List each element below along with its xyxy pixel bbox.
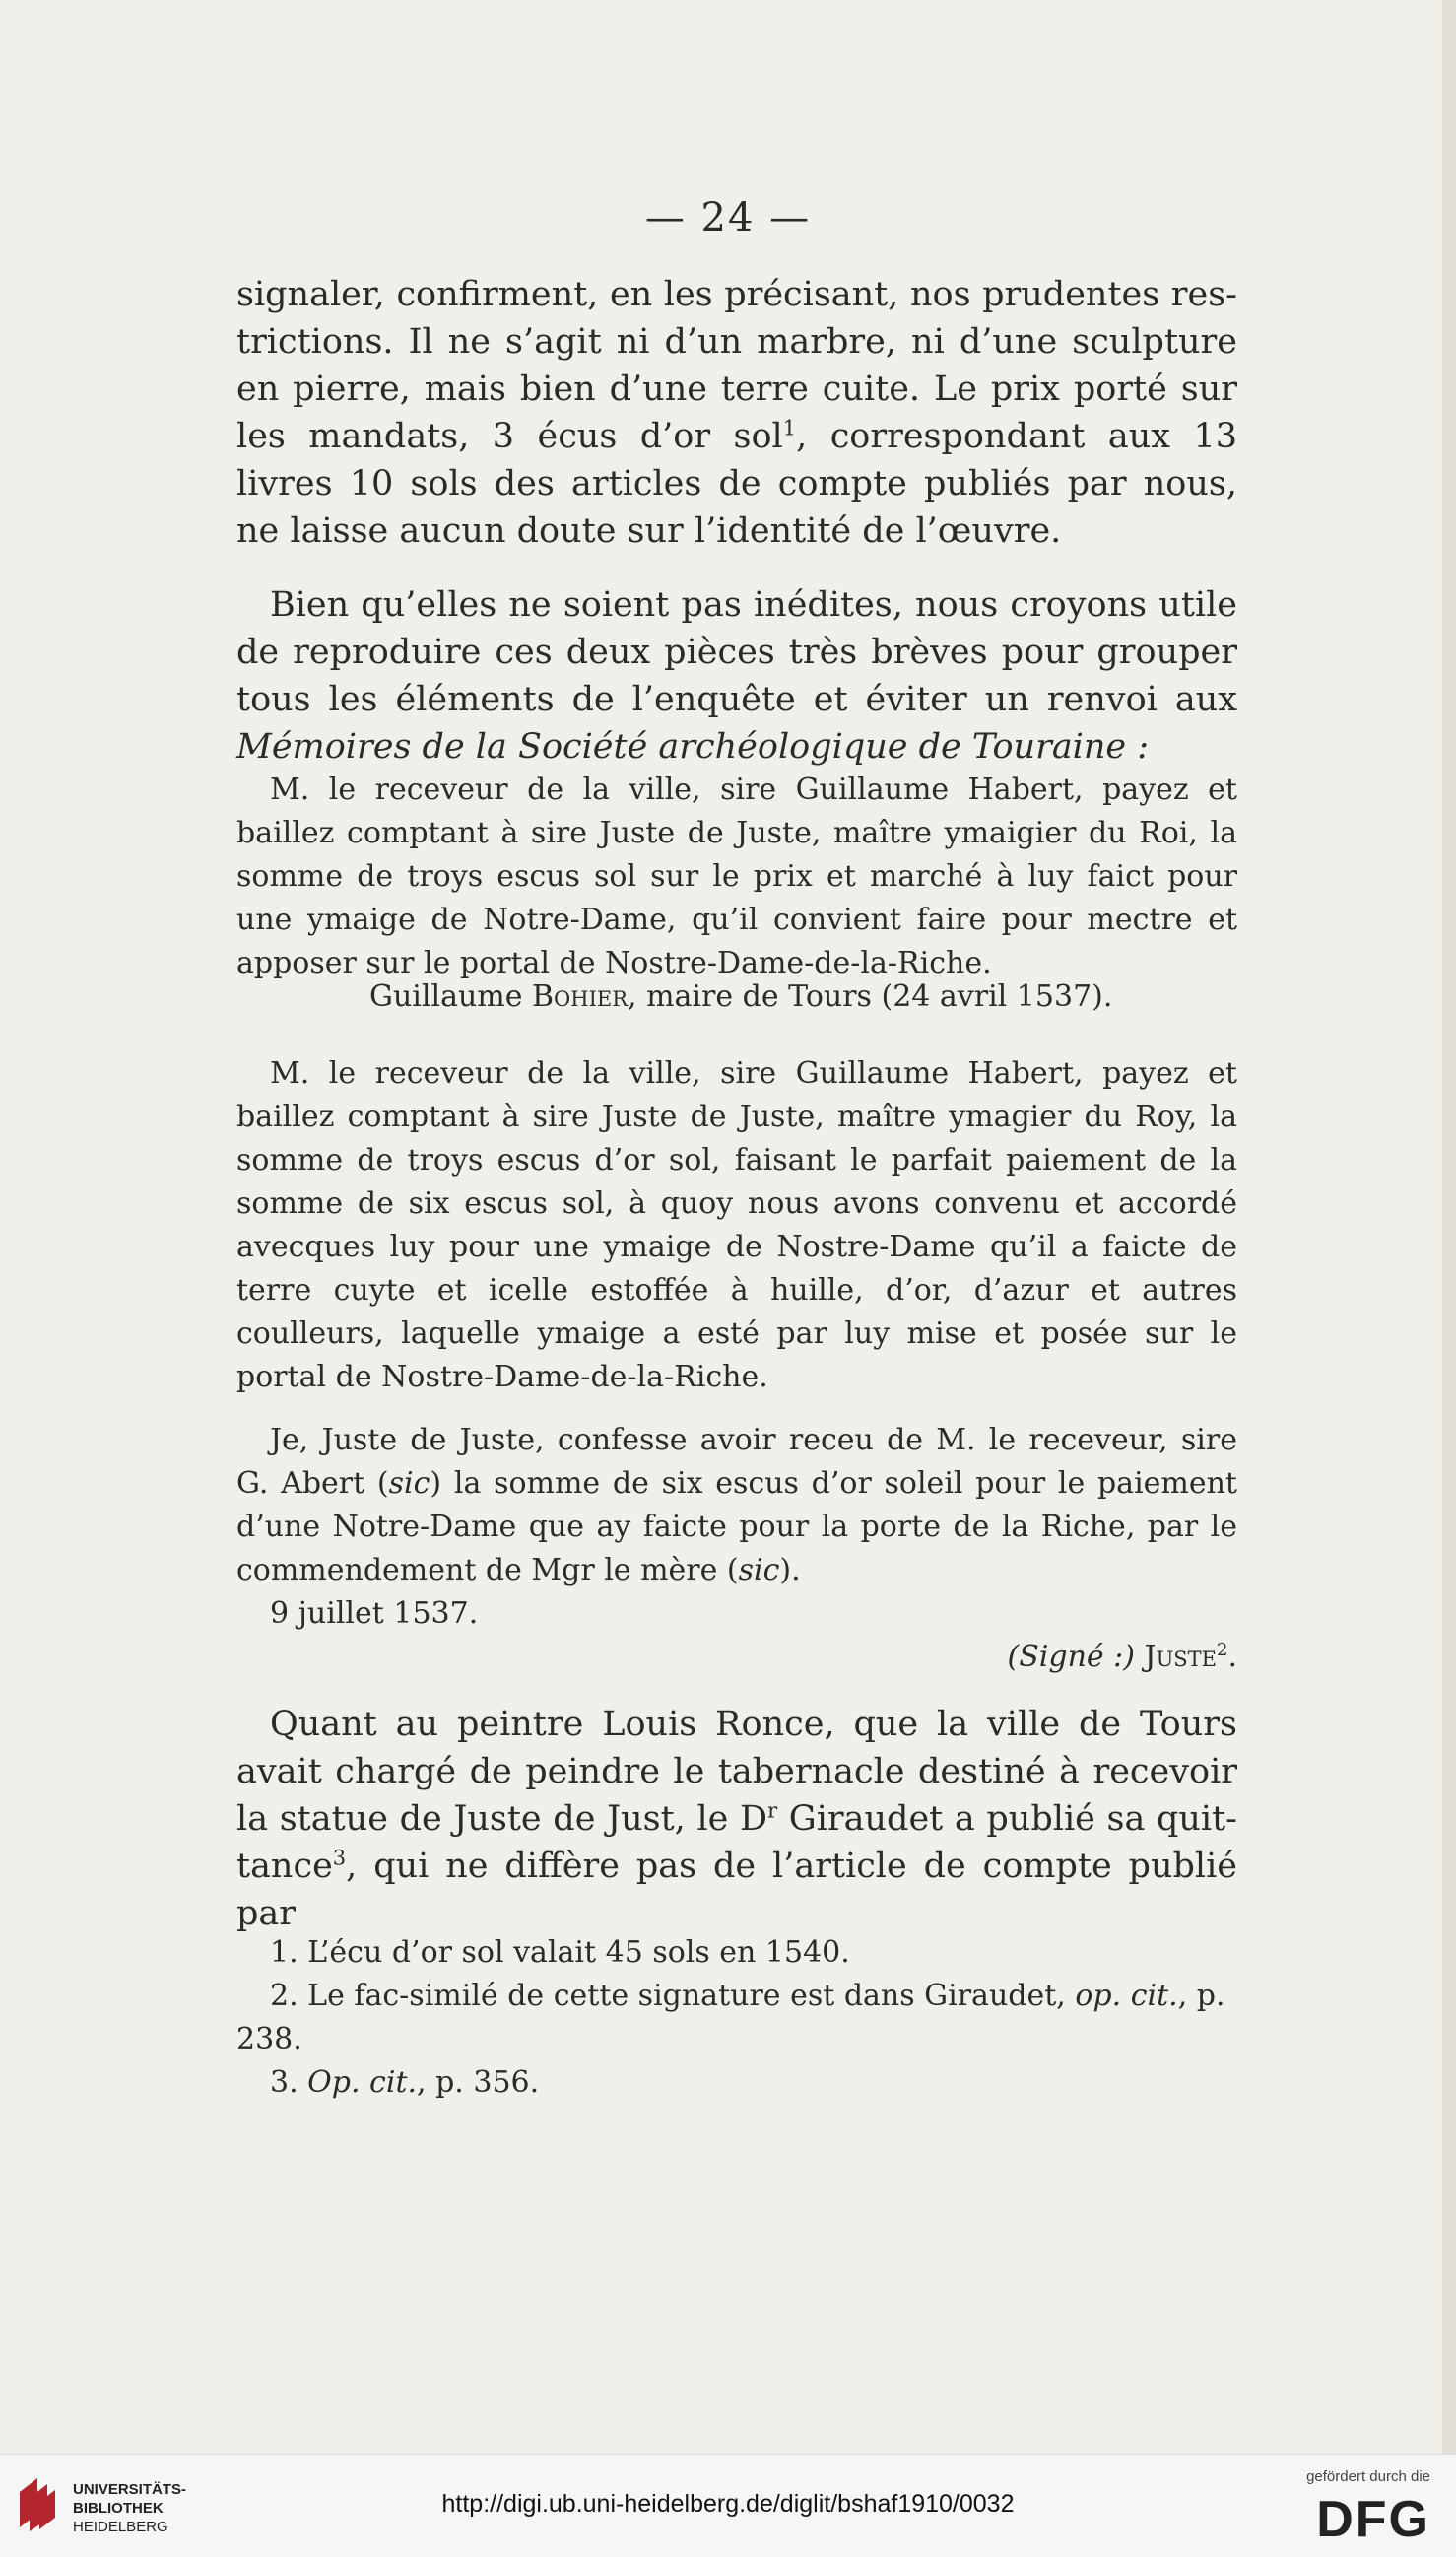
quote-mandate-1-signature: Guillaume Bohier, maire de Tours (24 avril 1537).: [369, 979, 1113, 1014]
quote-receipt: Je, Juste de Juste, confesse avoir receu de M. le receveur, sire G. Abert (sic) la somme de six escus d’or soleil pour le paiement d’une Notre-Dame que ay faicte pour la porte de la Riche, par le commendement de Mgr le mère (sic).: [236, 1423, 1237, 1587]
quote-receipt-date: 9 juillet 1537.: [270, 1596, 479, 1631]
page-edge-shadow: [1442, 0, 1456, 2454]
dfg-logo[interactable]: DFG: [1316, 2491, 1430, 2548]
permalink-url[interactable]: http://digi.ub.uni-heidelberg.de/diglit/bshaf1910/0032: [441, 2490, 1015, 2518]
quote-receipt-signature: (Signé :) Juste$^2$.: [1007, 1640, 1237, 1674]
paragraph-1: signaler, confirment, en les précisant, nos prudentes res-trictions. Il ne s’agit ni d’un marbre, ni d’une sculpture en pierre, mais bien d’une terre cuite. Le prix porté sur les mandats, 3 écus d’or sol$^1$, correspondant aux 13 livres 10 sols des articles de compte publiés par nous, ne laisse aucun doute sur l’identité de l’œuvre.: [236, 275, 1237, 551]
footnote-2: 2. Le fac-similé de cette signature est dans Giraudet, op. cit., p. 238.: [236, 1979, 1225, 2056]
journal-title: Mémoires de la Société archéologique de Touraine :: [236, 727, 1150, 767]
funding-note: gefördert durch die: [1306, 2468, 1430, 2485]
quote-mandate-2: M. le receveur de la ville, sire Guillaume Habert, payez et baillez comptant à sire Juste de Juste, maître ymagier du Roy, la somme de troys escus d’or sol, faisant le parfait paiement de la somme de six escus sol, à quoy nous avons convenu et accordé avecques luy pour une ymaige de Nostre-Dame qu’il a faicte de terre cuyte et icelle estoffée à huille, d’or, d’azur et autres coulleurs, laquelle ymaige a esté par luy mise et posée sur le portal de Nostre-Dame-de-la-Riche.: [236, 1056, 1237, 1394]
footnote-ref-3[interactable]: 3: [332, 1846, 347, 1870]
paragraph-2: Bien qu’elles ne soient pas inédites, nous croyons utile de reproduire ces deux pièces très brèves pour grouper tous les éléments de l’enquête et éviter un renvoi aux Mémoires de la Société archéologique de Touraine :: [236, 585, 1237, 767]
quote-mandate-1: M. le receveur de la ville, sire Guillaume Habert, payez et baillez comptant à sire Juste de Juste, maître ymaigier du Roi, la somme de troys escus sol sur le prix et marché à luy faict pour une ymaige de Notre-Dame, qu’il convient faire pour mectre et apposer sur le portal de Nostre-Dame-de-la-Riche.: [236, 773, 1237, 980]
viewer-footer: [0, 2454, 1456, 2557]
footnote-1: 1. L’écu d’or sol valait 45 sols en 1540.: [270, 1935, 850, 1970]
library-logo-text[interactable]: UNIVERSITÄTS- BIBLIOTHEK HEIDELBERG: [73, 2481, 187, 2535]
page-number: — 24 —: [644, 195, 812, 240]
footnote-3: 3. Op. cit., p. 356.: [270, 2065, 540, 2100]
footnote-ref-2[interactable]: 2: [1217, 1640, 1228, 1660]
paragraph-3: Quant au peintre Louis Ronce, que la ville de Tours avait chargé de peindre le tabernacle destiné à recevoir la statue de Juste de Just, le $D^r$ Giraudet a publié sa quit-tance$^3$, qui ne diffère pas de l’article de compte publié par: [236, 1705, 1238, 1933]
footnote-ref-1[interactable]: 1: [782, 416, 797, 440]
